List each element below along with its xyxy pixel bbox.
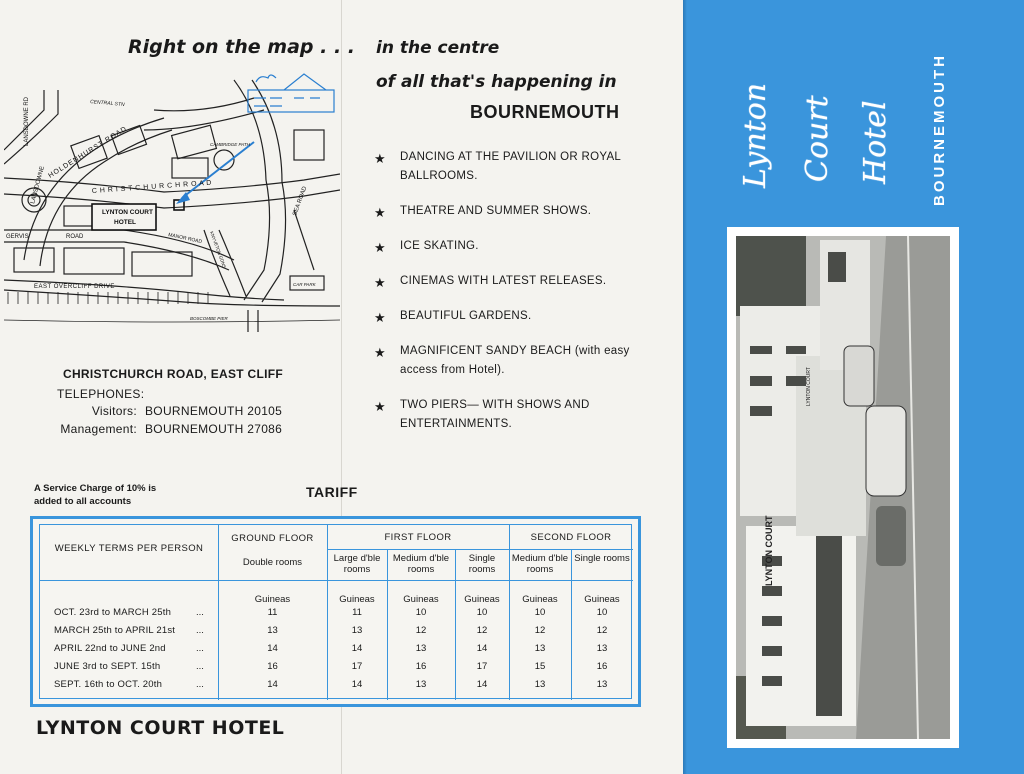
tariff-row-period: MARCH 25th to APRIL 21st	[54, 625, 176, 636]
tariff-row-period: JUNE 3rd to SEPT. 15th	[54, 661, 161, 672]
cover-fold-shadow	[683, 0, 687, 774]
unit-label: Guineas	[339, 594, 375, 605]
unit-label: Guineas	[522, 594, 558, 605]
col-header: Large d'ble rooms	[333, 553, 381, 575]
tariff-cell: 14	[351, 679, 363, 690]
visitors-label: Visitors:	[91, 404, 137, 418]
tariff-cell: 16	[415, 661, 427, 672]
tariff-cell: 10	[415, 607, 427, 618]
attraction-item: ★ DANCING AT THE PAVILION OR ROYAL BALLROOMS.	[374, 151, 621, 182]
tariff-cell: 13	[415, 679, 427, 690]
tariff-cell: 15	[534, 661, 546, 672]
headline-line-2: in the centre	[376, 38, 500, 58]
tariff-title: TARIFF	[306, 484, 358, 500]
map-label-lansdowne: LANSDOWNE	[30, 165, 46, 205]
cover-script-line: Court	[800, 95, 835, 182]
attraction-item: ★ CINEMAS WITH LATEST RELEASES.	[374, 275, 607, 290]
unit-label: Guineas	[584, 594, 620, 605]
tariff-row-dots: ...	[196, 643, 204, 654]
cover-town: BOURNEMOUTH	[931, 53, 948, 206]
tariff-cell: 14	[267, 679, 278, 690]
map-label-gervis: GERVIS	[6, 234, 29, 240]
col-header: Double rooms	[242, 557, 303, 568]
unit-label: Guineas	[464, 594, 500, 605]
attraction-item: ★ BEAUTIFUL GARDENS.	[374, 310, 532, 325]
tariff-cell: 17	[476, 661, 488, 672]
tariff-cell: 10	[596, 607, 608, 618]
tariff-cell: 12	[596, 625, 608, 636]
map-label-knyveton: KNYVETON GDNS	[209, 230, 228, 269]
tariff-cell: 13	[267, 625, 278, 636]
attraction-item: ★ THEATRE AND SUMMER SHOWS.	[374, 205, 592, 220]
col-header: Single rooms	[468, 553, 496, 575]
unit-label: Guineas	[254, 594, 291, 605]
attraction-item: ★ MAGNIFICENT SANDY BEACH (with easy access from Hotel).	[374, 345, 630, 376]
map-hotel-line-2: HOTEL	[114, 219, 137, 226]
footer-hotel-name: LYNTON COURT HOTEL	[36, 717, 285, 739]
photo-sign: LYNTON COURT	[764, 515, 774, 586]
map-label-lansdowne-rd: LANSDOWNE RD	[24, 96, 30, 146]
headline-line-3: of all that's happening in	[376, 72, 617, 92]
unit-label: Guineas	[403, 594, 439, 605]
tariff-cell: 13	[534, 643, 546, 654]
tariff-cell: 13	[534, 679, 546, 690]
star-icon: ★	[374, 151, 386, 166]
star-icon: ★	[374, 275, 386, 290]
tariff-row-period: APRIL 22nd to JUNE 2nd	[54, 643, 166, 654]
tariff-cell: 17	[351, 661, 363, 672]
star-icon: ★	[374, 399, 386, 414]
tariff-cell: 14	[351, 643, 363, 654]
hotel-photo	[727, 227, 959, 748]
tariff-cell: 10	[476, 607, 488, 618]
row-header: WEEKLY TERMS PER PERSON	[54, 543, 204, 554]
visitors-number: BOURNEMOUTH 20105	[145, 404, 283, 418]
attraction-item: ★ TWO PIERS— WITH SHOWS AND ENTERTAINMENTS.	[374, 399, 590, 430]
tariff-cell: 12	[415, 625, 427, 636]
tariff-cell: 11	[352, 607, 362, 618]
tariff-cell: 10	[534, 607, 546, 618]
tariff-cell: 13	[596, 643, 608, 654]
map-label-manor: MANOR ROAD	[167, 232, 203, 246]
col-header: Medium d'ble rooms	[511, 553, 569, 575]
cover-script-line: Lynton	[738, 82, 773, 188]
group-second: SECOND FLOOR	[530, 532, 612, 543]
map-label-pier: BOSCOMBE PIER	[190, 316, 228, 321]
management-number: BOURNEMOUTH 27086	[145, 422, 283, 436]
headline-town: BOURNEMOUTH	[470, 102, 620, 122]
star-icon: ★	[374, 205, 386, 220]
tariff-cell: 13	[351, 625, 363, 636]
star-icon: ★	[374, 345, 386, 360]
tariff-table	[30, 516, 641, 707]
map-label-holdenhurst: HOLDENHURST ROAD	[47, 125, 129, 180]
star-icon: ★	[374, 310, 386, 325]
map-label-overcliff: EAST OVERCLIFF DRIVE	[34, 284, 115, 290]
map-label-sea: SEA ROAD	[292, 185, 309, 217]
col-header: Single rooms	[574, 553, 630, 564]
map-label-cambridge: CAMBRIDGE PATH	[210, 142, 250, 147]
tariff-cell: 13	[596, 679, 608, 690]
street-map	[4, 70, 340, 342]
tariff-cell: 12	[476, 625, 488, 636]
management-label: Management:	[60, 422, 137, 436]
tariff-cell: 12	[534, 625, 546, 636]
map-hotel-line-1: LYNTON COURT	[102, 209, 153, 216]
map-label-central: CENTRAL STN	[89, 99, 125, 109]
col-header: Medium d'ble rooms	[392, 553, 450, 575]
telephones-label: TELEPHONES:	[57, 387, 145, 401]
star-icon: ★	[374, 240, 386, 255]
hotel-photo-image	[736, 236, 950, 739]
hotel-address: CHRISTCHURCH ROAD, EAST CLIFF	[63, 367, 284, 381]
tariff-row-period: SEPT. 16th to OCT. 20th	[54, 679, 163, 690]
tariff-cell: 11	[267, 607, 278, 618]
tariff-row-period: OCT. 23rd to MARCH 25th	[54, 607, 172, 618]
attractions-list	[374, 148, 664, 450]
tariff-row-dots: ...	[196, 607, 204, 618]
tariff-cell: 14	[476, 643, 488, 654]
map-label-car-park: CAR PARK	[293, 282, 316, 287]
attraction-item: ★ ICE SKATING.	[374, 240, 479, 255]
tariff-cell: 16	[267, 661, 278, 672]
map-label-christchurch: C H R I S T C H U R C H R O A D	[91, 179, 213, 195]
map-label-road: ROAD	[66, 234, 84, 240]
tariff-cell: 16	[596, 661, 608, 672]
tariff-cell: 13	[415, 643, 427, 654]
tariff-row-dots: ...	[196, 661, 204, 672]
service-charge-note: A Service Charge of 10% is added to all accounts	[34, 483, 157, 507]
tariff-row-dots: ...	[196, 625, 204, 636]
headline-line-1: Right on the map . . .	[128, 36, 355, 58]
cover-script-line: Hotel	[858, 100, 893, 184]
photo-sign-small: LYNTON COURT	[806, 367, 812, 406]
tariff-row-dots: ...	[196, 679, 204, 690]
tariff-cell: 14	[476, 679, 488, 690]
tariff-cell: 14	[267, 643, 278, 654]
group-ground: GROUND FLOOR	[231, 533, 314, 544]
group-first: FIRST FLOOR	[384, 532, 452, 543]
